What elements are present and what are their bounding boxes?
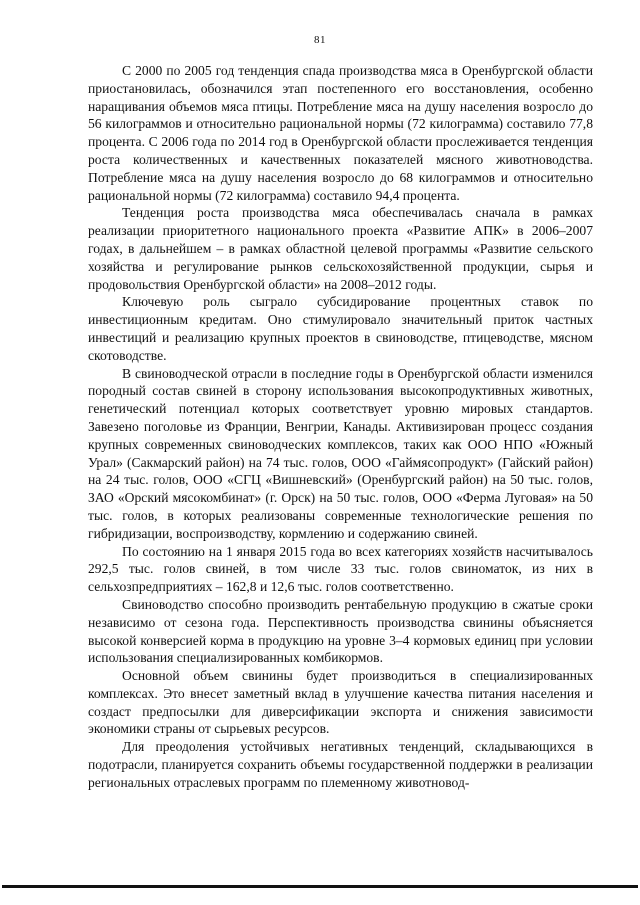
paragraph-state-support: Для преодоления устойчивых негативных тенденций, складывающихся в подотрасли, планируется сохранить объемы государственной поддержки в реализации региональных отраслевых программ по племенному животновод- [88, 739, 593, 790]
paragraph-meat-production-trend: С 2000 по 2005 год тенденция спада производства мяса в Оренбургской области приостановилась, обозначился этап постепенного его восстановления, особенно наращивания объемов мяса птицы. Потребление мяса на душу населения возросло до 56 килограммов и относительно рациональной нормы (72 килограмма) составило 77,8 процента. С 2006 года по 2014 год в Оренбургской области прослеживается тенденция роста количественных и качественных показателей мясного животноводства. Потребление мяса на душу населения возросло до 68 килограммов и относительно рациональной нормы (72 килограмма) составило 94,4 процента. [88, 63, 593, 203]
bottom-border-line [2, 885, 638, 888]
paragraph-pork-volume: Основной объем свинины будет производиться в специализированных комплексах. Это внесет заметный вклад в улучшение качества питания населения и создаст предпосылки для диверсификации экспорта и снижения зависимости экономики страны от сырьевых ресурсов. [88, 668, 593, 737]
page-number: 81 [314, 34, 326, 46]
paragraph-pig-profitability: Свиноводство способно производить рентабельную продукцию в сжатые сроки независимо от сезона года. Перспективность производства свинины объясняется высокой конверсией корма в продукцию на уровне 3–4 кормовых единиц при условии использования специализированных комбикормов. [88, 596, 593, 666]
paragraph-credit-subsidies: Ключевую роль сыграло субсидирование процентных ставок по инвестиционным кредитам. Оно стимулировало значительный приток частных инвестиций и реализацию крупных проектов в свиноводстве, птицеводстве, мясном скотоводстве. [88, 294, 593, 363]
paragraph-pig-farming-complexes: В свиноводческой отрасли в последние годы в Оренбургской области изменился породный состав свиней в сторону использования высокопродуктивных животных, генетический потенциал которых соответствует уровню мировых стандартов. Завезено поголовье из Франции, Венгрии, Канады. Активизирован процесс создания крупных современных свиноводческих комплексов, таких как ООО НПО «Южный Урал» (Сакмарский район) на 74 тыс. голов, ООО «Гаймясопродукт» (Гайский район) на 24 тыс. голов, ООО «СГЦ «Вишневский» (Оренбургский район) на 50 тыс. голов, ЗАО «Орский мясокомбинат» (г. Орск) на 50 тыс. голов, ООО «Ферма Луговая» на 50 тыс. голов, в которых реализованы современные технологические решения по гибридизации, воспроизводству, кормлению и содержанию свиней. [88, 365, 593, 541]
paragraph-livestock-count: По состоянию на 1 января 2015 года во всех категориях хозяйств насчитывалось 292,5 тыс. голов свиней, в том числе 33 тыс. голов свиноматок, из них в сельхозпредприятиях – 162,8 и 12,6 тыс. голов соответственно. [88, 543, 593, 595]
paragraph-national-project: Тенденция роста производства мяса обеспечивалась сначала в рамках реализации приоритетного национального проекта «Развитие АПК» в 2006–2007 годах, в дальнейшем – в рамках областной целевой программы «Развитие сельского хозяйства и регулирование рынков сельскохозяйственной продукции, сырья и продовольствия Оренбургской области» на 2008–2012 годы. [88, 205, 593, 292]
document-body [88, 62, 593, 792]
